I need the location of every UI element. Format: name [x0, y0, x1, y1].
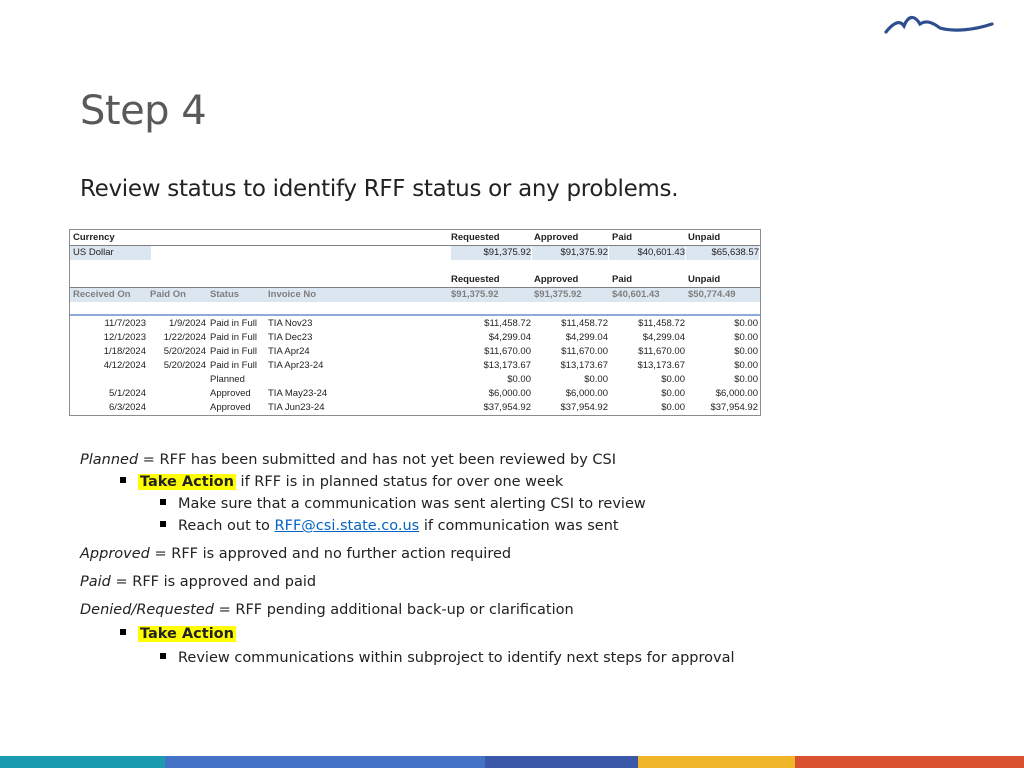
- sub-2-pre: Reach out to: [178, 518, 275, 534]
- total-unpaid: $50,774.49: [688, 289, 736, 300]
- cell-approved: $0.00: [584, 374, 608, 385]
- cell-unpaid: $0.00: [734, 374, 758, 385]
- note-approved: [80, 546, 511, 562]
- note-denied: [80, 602, 574, 618]
- cell-invoice: TIA Apr23-24: [268, 360, 324, 371]
- cell-invoice: TIA May23-24: [268, 388, 328, 399]
- cell-requested: $6,000.00: [488, 388, 531, 399]
- col-status: Status: [210, 289, 240, 300]
- approved-term: Approved: [80, 546, 150, 562]
- cell-status: Approved: [210, 388, 251, 399]
- mountain-logo-icon: [884, 10, 994, 36]
- totals-unpaid-header: Unpaid: [688, 274, 721, 285]
- sub-1-text: Make sure that a communication was sent alerting CSI to review: [178, 496, 646, 512]
- summary-approved: $91,375.92: [532, 246, 608, 260]
- cell-requested: $37,954.92: [483, 402, 531, 413]
- cell-received: 12/1/2023: [103, 332, 146, 343]
- bar-segment-navy: [485, 756, 638, 768]
- cell-unpaid: $6,000.00: [715, 388, 758, 399]
- cell-paid-on: [148, 401, 206, 415]
- bullet-icon: [160, 521, 166, 527]
- paid-desc: = RFF is approved and paid: [110, 574, 317, 590]
- cell-unpaid: $37,954.92: [710, 402, 758, 413]
- table-row: [70, 317, 760, 331]
- table-row: [70, 345, 760, 359]
- totals-approved-header: Approved: [534, 274, 579, 285]
- note-take-action-2: [120, 626, 236, 642]
- bar-segment-gold: [638, 756, 795, 768]
- sub-3-text: Review communications within subproject to identify next steps for approval: [178, 650, 735, 666]
- total-requested: $91,375.92: [451, 289, 499, 300]
- cell-paid: $0.00: [661, 388, 685, 399]
- cell-paid-on: [148, 373, 206, 387]
- cell-paid-on: 1/22/2024: [163, 332, 206, 343]
- cell-paid: $11,670.00: [638, 346, 685, 357]
- col-received-on: Received On: [73, 289, 131, 300]
- cell-received: 5/1/2024: [109, 388, 146, 399]
- cell-received: 6/3/2024: [109, 402, 146, 413]
- cell-received: 4/12/2024: [103, 360, 146, 371]
- bullet-icon: [160, 653, 166, 659]
- summary-unpaid: $65,638.57: [686, 246, 759, 260]
- bar-segment-teal: [0, 756, 165, 768]
- cell-approved: $6,000.00: [565, 388, 608, 399]
- approved-desc: = RFF is approved and no further action required: [149, 546, 512, 562]
- bullet-icon: [120, 477, 126, 483]
- table-row: [70, 401, 760, 415]
- note-sub-3: [160, 650, 735, 666]
- bullet-icon: [120, 629, 126, 635]
- sub-2-post: if communication was sent: [419, 518, 619, 534]
- summary-paid: $40,601.43: [609, 246, 685, 260]
- column-header-row: [70, 288, 760, 302]
- cell-received: 1/18/2024: [103, 346, 146, 357]
- page-title: Step 4: [80, 88, 207, 134]
- page-subtitle: Review status to identify RFF status or any problems.: [80, 176, 679, 202]
- paid-term: Paid: [80, 574, 111, 590]
- cell-requested: $4,299.04: [488, 332, 531, 343]
- cell-invoice: TIA Nov23: [268, 318, 313, 329]
- col-paid-on: Paid On: [150, 289, 186, 300]
- cell-status: Paid in Full: [210, 332, 257, 343]
- cell-invoice: TIA Jun23-24: [268, 402, 325, 413]
- rff-status-table: [69, 229, 761, 416]
- take-action-highlight-2: Take Action: [140, 626, 234, 642]
- cell-requested: $0.00: [507, 374, 531, 385]
- unpaid-header: Unpaid: [688, 232, 721, 243]
- total-approved: $91,375.92: [534, 289, 582, 300]
- totals-header-row: [70, 273, 760, 287]
- summary-values-row: [70, 246, 760, 260]
- cell-paid-on: 5/20/2024: [163, 360, 206, 371]
- cell-invoice: TIA Dec23: [268, 332, 313, 343]
- planned-desc: = RFF has been submitted and has not yet been reviewed by CSI: [138, 452, 617, 468]
- cell-invoice: [268, 373, 368, 387]
- cell-invoice: TIA Apr24: [268, 346, 310, 357]
- cell-unpaid: $0.00: [734, 332, 758, 343]
- cell-approved: $37,954.92: [560, 402, 608, 413]
- cell-requested: $11,458.72: [484, 318, 531, 329]
- denied-term: Denied/Requested: [80, 602, 214, 618]
- cell-approved: $11,458.72: [561, 318, 608, 329]
- totals-requested-header: Requested: [451, 274, 500, 285]
- note-paid: [80, 574, 316, 590]
- summary-header-row: [70, 231, 760, 245]
- planned-term: Planned: [80, 452, 139, 468]
- cell-unpaid: $0.00: [734, 346, 758, 357]
- bar-segment-red: [795, 756, 1024, 768]
- rff-email-link[interactable]: RFF@csi.state.co.us: [274, 518, 420, 534]
- note-sub-1: [160, 496, 646, 512]
- cell-approved: $13,173.67: [560, 360, 608, 371]
- table-row: [70, 331, 760, 345]
- cell-status: Paid in Full: [210, 360, 257, 371]
- cell-received: [70, 373, 146, 387]
- cell-paid-on: [148, 387, 206, 401]
- cell-paid: $11,458.72: [638, 318, 685, 329]
- denied-desc: = RFF pending additional back-up or clarification: [214, 602, 574, 618]
- cell-status: Approved: [210, 402, 251, 413]
- table-row: [70, 373, 760, 387]
- requested-header: Requested: [451, 232, 500, 243]
- table-row: [70, 387, 760, 401]
- cell-unpaid: $0.00: [734, 360, 758, 371]
- col-invoice-no: Invoice No: [268, 289, 317, 300]
- cell-paid: $0.00: [661, 402, 685, 413]
- cell-paid: $0.00: [661, 374, 685, 385]
- cell-requested: $13,173.67: [483, 360, 531, 371]
- approved-header: Approved: [534, 232, 579, 243]
- cell-received: 11/7/2023: [104, 318, 146, 329]
- bar-segment-blue: [165, 756, 485, 768]
- cell-unpaid: $0.00: [734, 318, 758, 329]
- cell-paid-on: 1/9/2024: [169, 318, 206, 329]
- cell-status: Paid in Full: [210, 346, 257, 357]
- bullet-icon: [160, 499, 166, 505]
- cell-requested: $11,670.00: [484, 346, 531, 357]
- bottom-color-bar: [0, 756, 1024, 768]
- note-planned: [80, 452, 616, 468]
- take-action-1-rest: if RFF is in planned status for over one week: [235, 474, 564, 490]
- cell-status: Paid in Full: [210, 318, 257, 329]
- table-row: [70, 359, 760, 373]
- note-take-action-1: [120, 474, 563, 490]
- currency-value: US Dollar: [70, 246, 151, 260]
- total-paid: $40,601.43: [612, 289, 660, 300]
- take-action-highlight: Take Action: [140, 474, 234, 490]
- totals-paid-header: Paid: [612, 274, 633, 285]
- cell-status: Planned: [210, 374, 245, 385]
- paid-header: Paid: [612, 232, 633, 243]
- cell-approved: $11,670.00: [561, 346, 608, 357]
- cell-paid: $4,299.04: [642, 332, 685, 343]
- summary-requested: $91,375.92: [451, 246, 531, 260]
- note-sub-2: [160, 518, 619, 534]
- cell-approved: $4,299.04: [565, 332, 608, 343]
- cell-paid-on: 5/20/2024: [163, 346, 206, 357]
- currency-header: Currency: [73, 232, 115, 243]
- cell-paid: $13,173.67: [637, 360, 685, 371]
